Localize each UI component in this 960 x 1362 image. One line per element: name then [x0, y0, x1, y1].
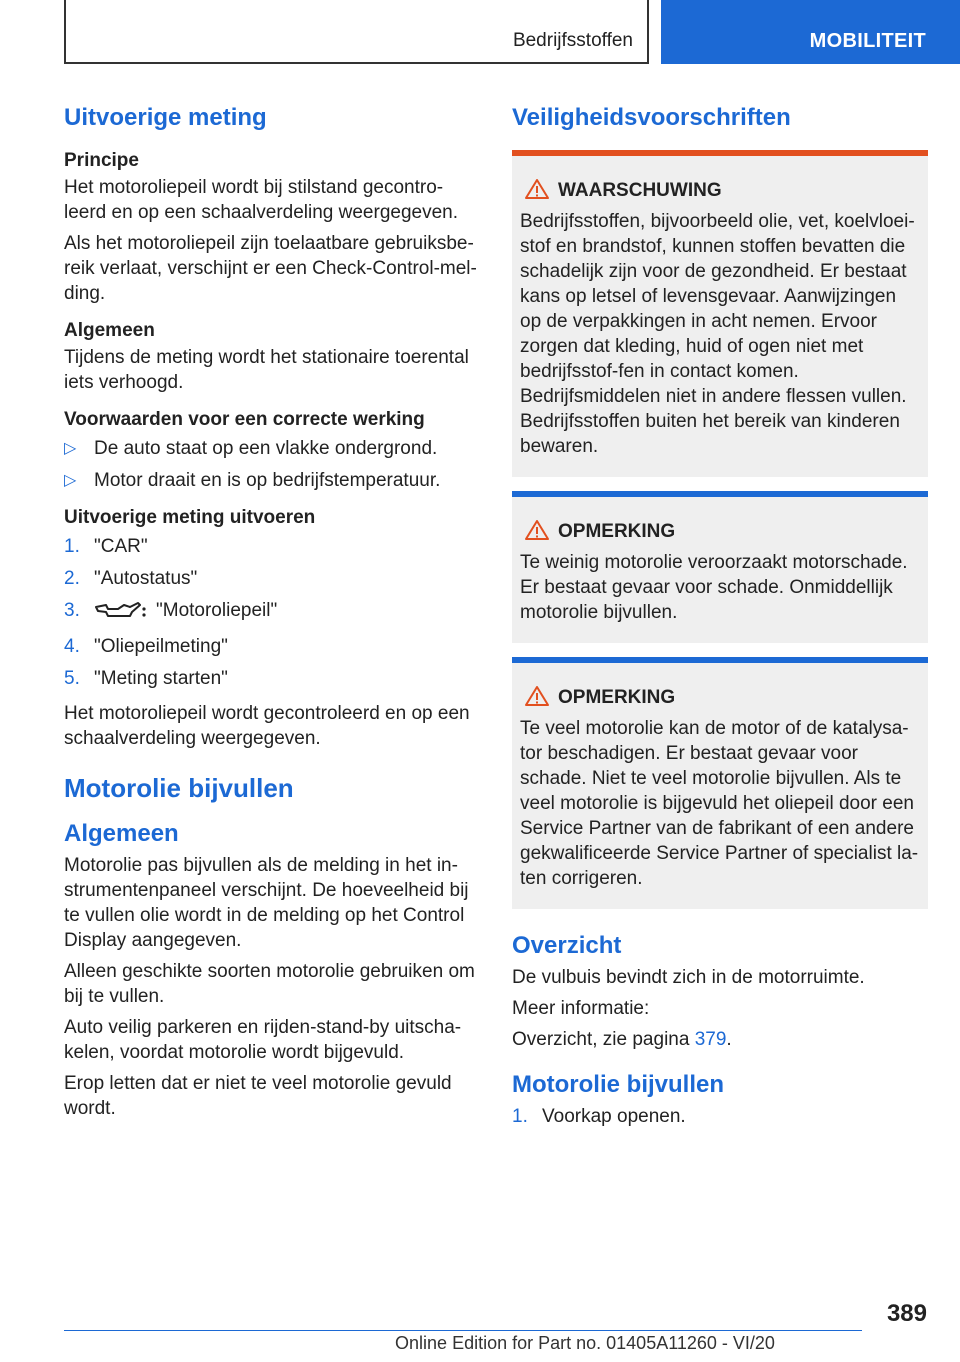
list-item: ▷ Motor draait en is op bedrijfstemperatuur. — [64, 470, 441, 491]
warning-box — [512, 150, 928, 477]
bullet-triangle-icon: ▷ — [64, 472, 77, 489]
paragraph: Erop letten dat er niet te veel motorolie gevuld wordt. — [64, 1073, 452, 1119]
heading-overzicht: Overzicht — [512, 932, 622, 959]
subheading-algemeen: Algemeen — [64, 320, 155, 341]
heading-algemeen: Algemeen — [64, 820, 179, 847]
chapter-title: MOBILITEIT — [809, 30, 926, 52]
step-item: 1. "CAR" — [64, 536, 148, 557]
note-title: OPMERKING — [558, 687, 676, 708]
paragraph: Alleen geschikte soorten motorolie gebruiken om bij te vullen. — [64, 961, 475, 1007]
heading-motorolie-bijvullen: Motorolie bijvullen — [64, 773, 294, 803]
paragraph: Het motoroliepeil wordt bij stilstand gecontro-leerd en op een schaalverdeling weergegeven. — [64, 177, 458, 223]
step-item: 4. "Oliepeilmeting" — [64, 636, 228, 657]
step-item: 1. Voorkap openen. — [512, 1106, 686, 1127]
note-text: Te veel motorolie kan de motor of de katalysa-tor beschadigen. Er bestaat gevaar voor schade. Niet te veel motorolie bijvullen. Als te veel motorolie is bijgevuld het oliepeil door een Service Partner van de fabrikant of een andere gekwalificeerde Service Partner of specialist la-ten corrigeren. — [520, 718, 919, 889]
warning-triangle-icon — [524, 519, 550, 548]
heading-veiligheidsvoorschriften: Veiligheidsvoorschriften — [512, 104, 791, 131]
footer-edition: Online Edition for Part no. 01405A11260 - VI/20 — [395, 1333, 775, 1353]
note-title: OPMERKING — [558, 521, 676, 542]
header-section-tab — [64, 0, 649, 64]
footer-divider — [64, 1330, 862, 1331]
paragraph: Het motoroliepeil wordt gecontroleerd en op een schaalverdeling weergegeven. — [64, 703, 470, 749]
right-column — [512, 98, 928, 1139]
steps-list — [64, 534, 480, 691]
note-text: Te weinig motorolie veroorzaakt motorschade. Er bestaat gevaar voor schade. Onmiddellijk motorolie bijvullen. — [520, 552, 908, 623]
note-box — [512, 491, 928, 643]
paragraph: Meer informatie: — [512, 998, 650, 1019]
subheading-principe: Principe — [64, 150, 139, 171]
paragraph: Tijdens de meting wordt het stationaire toerental iets verhoogd. — [64, 347, 469, 393]
subheading-uitvoeren: Uitvoerige meting uitvoeren — [64, 507, 316, 528]
oil-can-icon — [94, 600, 148, 627]
section-title: Bedrijfsstoffen — [512, 30, 633, 51]
heading-motorolie-bijvullen-sub: Motorolie bijvullen — [512, 1071, 725, 1098]
steps-list — [512, 1104, 928, 1129]
step-item: 3. "Motoroliepeil" — [64, 598, 480, 627]
bullet-triangle-icon: ▷ — [64, 440, 77, 457]
conditions-list — [64, 436, 480, 493]
warning-triangle-icon — [524, 685, 550, 714]
header-chapter-tab — [661, 0, 960, 64]
paragraph: Auto veilig parkeren en rijden-stand-by uitscha-kelen, voordat motorolie wordt bijgevuld. — [64, 1017, 462, 1063]
warning-title: WAARSCHUWING — [558, 180, 722, 201]
note-box — [512, 657, 928, 909]
warning-text: Bedrijfsstoffen, bijvoorbeeld olie, vet, koelvloei-stof en brandstof, kunnen stoffen bevatten die schadelijk zijn voor de gezondheid. Er bestaat kans op letsel of levensgevaar. Aanwijzingen op de verpakkingen in acht nemen. Ervoor zorgen dat kleding, huid of ogen niet met bedrijfsstof-fen in contact komen. Bedrijfsmiddelen niet in andere flessen vullen. Bedrijfsstoffen buiten het bereik van kinderen bewaren. — [520, 211, 915, 457]
heading-uitvoerige-meting: Uitvoerige meting — [64, 104, 267, 131]
subheading-voorwaarden: Voorwaarden voor een correcte werking — [64, 409, 425, 430]
warning-triangle-icon — [524, 178, 550, 207]
paragraph: Als het motoroliepeil zijn toelaatbare gebruiksbe-reik verlaat, verschijnt er een Check-Control-mel-ding. — [64, 233, 477, 304]
paragraph: De vulbuis bevindt zich in de motorruimte. — [512, 967, 865, 988]
left-column — [64, 98, 480, 1127]
page-number: 389 — [886, 1300, 927, 1327]
page-link[interactable]: 379 — [694, 1029, 727, 1050]
step-item: 2. "Autostatus" — [64, 568, 198, 589]
cross-reference: Overzicht, zie pagina 379. — [512, 1029, 732, 1050]
paragraph: Motorolie pas bijvullen als de melding in het in-strumentenpaneel verschijnt. De hoeveelheid bij te vullen olie wordt in de melding op het Control Display aangegeven. — [64, 855, 469, 951]
list-item: ▷ De auto staat op een vlakke ondergrond. — [64, 438, 438, 459]
step-item: 5. "Meting starten" — [64, 668, 228, 689]
